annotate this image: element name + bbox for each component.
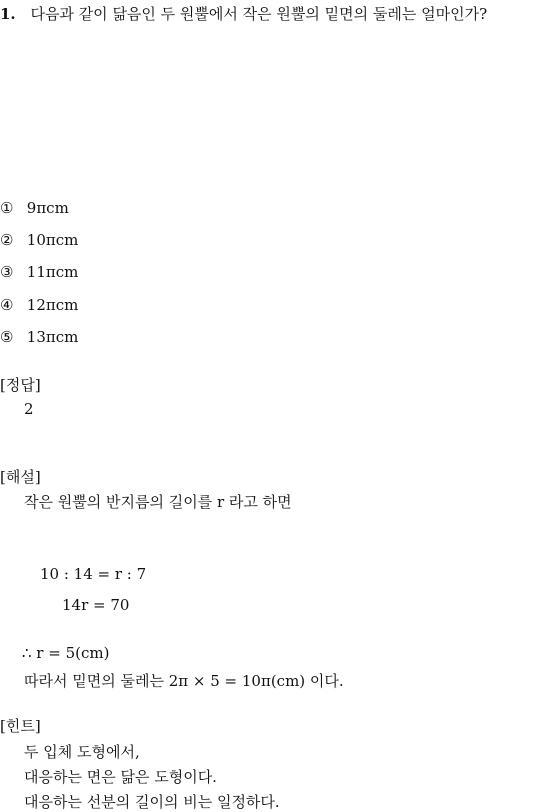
choice-mark: ① [0, 199, 14, 217]
explanation-intro: 작은 원뿔의 반지름의 길이를 r 라고 하면 [24, 493, 292, 511]
equation-result: ∴ r = 5(cm) [22, 644, 110, 662]
choice-2[interactable] [0, 231, 78, 249]
hint-line-3: 대응하는 선분의 길이의 비는 일정하다. [24, 793, 280, 811]
explanation-label: [해설] [0, 468, 41, 486]
choice-4[interactable] [0, 296, 78, 314]
choice-text: 10πcm [26, 231, 79, 249]
figure-area [30, 40, 510, 190]
choice-mark: ② [0, 231, 14, 249]
question [0, 3, 487, 24]
choice-text: 12πcm [26, 296, 79, 314]
question-text: 다음과 같이 닮음인 두 원뿔에서 작은 원뿔의 밑면의 둘레는 얼마인가? [30, 5, 488, 23]
choice-5[interactable] [0, 328, 78, 346]
choice-3[interactable] [0, 263, 78, 281]
answer-label: [정답] [0, 376, 41, 394]
choice-1[interactable] [0, 199, 69, 217]
equation-proportion: 10 : 14 = r : 7 [40, 565, 147, 583]
hint-line-2: 대응하는 면은 닮은 도형이다. [24, 768, 217, 786]
equation-product: 14r = 70 [62, 596, 130, 614]
choice-text: 13πcm [26, 328, 79, 346]
hint-label: [힌트] [0, 717, 41, 735]
answer-value: 2 [24, 400, 34, 418]
hint-line-1: 두 입체 도형에서, [24, 743, 140, 761]
choice-mark: ③ [0, 263, 14, 281]
choice-text: 9πcm [26, 199, 69, 217]
question-number: 1. [0, 5, 16, 23]
choice-text: 11πcm [26, 263, 79, 281]
choice-mark: ⑤ [0, 328, 14, 346]
explanation-conclusion: 따라서 밑면의 둘레는 2π × 5 = 10π(cm) 이다. [24, 672, 344, 690]
choice-mark: ④ [0, 296, 14, 314]
